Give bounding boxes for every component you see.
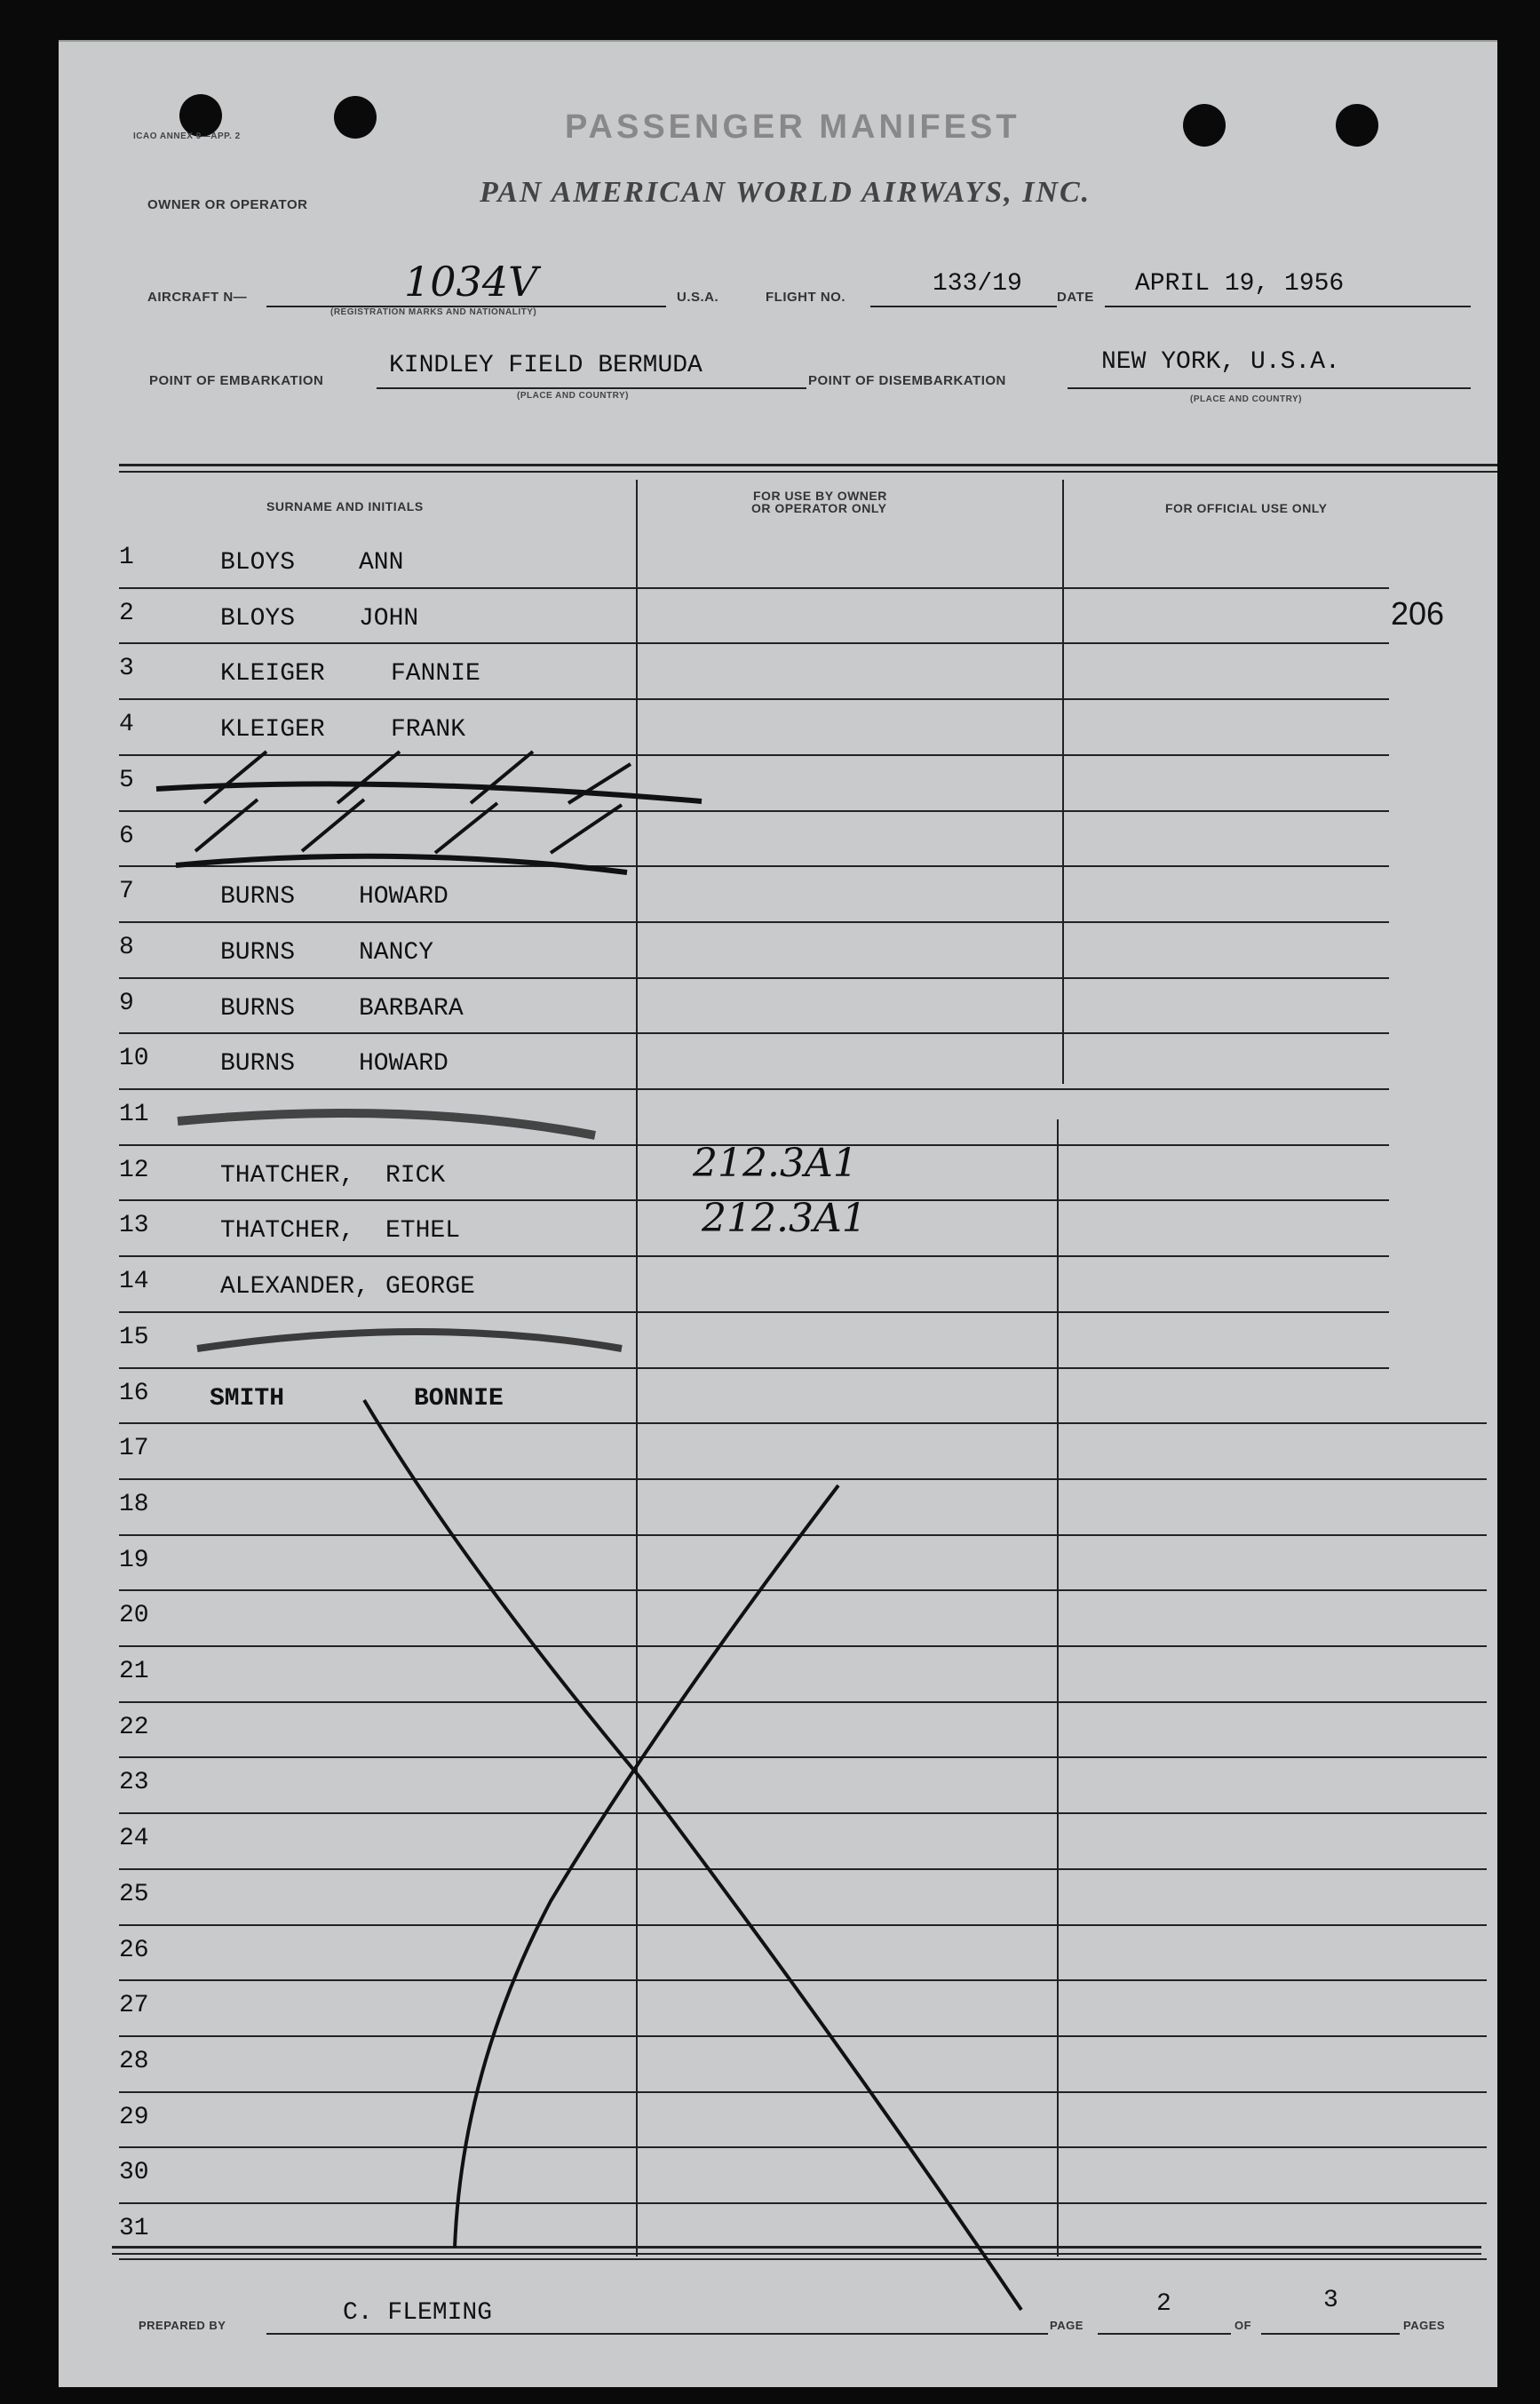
of-label: OF (1234, 2319, 1252, 2332)
row-number: 16 (119, 1380, 149, 1407)
usa-label: U.S.A. (677, 290, 719, 305)
row-number: 1 (119, 544, 134, 571)
table-row (0, 1257, 1540, 1313)
table-row (0, 1814, 1540, 1870)
row-number: 31 (119, 2215, 149, 2242)
table-row (0, 1870, 1540, 1926)
table-row (0, 756, 1540, 812)
punch-hole (1183, 104, 1226, 147)
row-number: 6 (119, 823, 134, 850)
table-row (0, 2148, 1540, 2204)
row-number: 21 (119, 1658, 149, 1685)
page-title: PASSENGER MANIFEST (565, 108, 1020, 146)
table-row (0, 1141, 1540, 1202)
passenger-given-name: RICK (385, 1162, 446, 1190)
passenger-surname: ALEXANDER, (220, 1273, 370, 1301)
table-row (0, 533, 1540, 589)
flight-number: 133/19 (933, 270, 1022, 298)
passenger-given-name: NANCY (359, 939, 434, 967)
row-number: 15 (119, 1324, 149, 1351)
embark-label: POINT OF EMBARKATION (149, 373, 324, 388)
date-value: APRIL 19, 1956 (1135, 270, 1345, 298)
punch-hole (1336, 104, 1378, 147)
table-row (0, 1196, 1540, 1257)
passenger-surname: BURNS (220, 883, 296, 911)
table-row (0, 1424, 1540, 1480)
table-row (0, 644, 1540, 700)
page-label: PAGE (1050, 2319, 1084, 2332)
table-row (0, 1090, 1540, 1146)
row-number: 2 (119, 600, 134, 627)
table-row (0, 2093, 1540, 2149)
punch-hole (179, 94, 222, 137)
airline-name: PAN AMERICAN WORLD AIRWAYS, INC. (480, 176, 1091, 209)
row-number: 17 (119, 1435, 149, 1462)
table-row (0, 1758, 1540, 1814)
col-header-operator-1: FOR USE BY OWNER (753, 489, 887, 503)
aircraft-number: 1034V (404, 258, 538, 306)
flight-label: FLIGHT NO. (766, 290, 845, 305)
table-row (0, 1591, 1540, 1647)
table-row (0, 1536, 1540, 1592)
date-label: DATE (1057, 290, 1094, 305)
prepared-by-value: C. FLEMING (343, 2299, 493, 2327)
table-row (0, 812, 1540, 868)
table-row (0, 923, 1540, 979)
table-row (0, 1034, 1540, 1090)
passenger-surname: THATCHER, (220, 1162, 355, 1190)
passenger-surname: BURNS (220, 1050, 296, 1078)
row-number: 14 (119, 1268, 149, 1295)
row-number: 4 (119, 711, 134, 738)
row-number: 20 (119, 1602, 149, 1629)
table-row (0, 1480, 1540, 1536)
passenger-surname: BLOYS (220, 605, 296, 633)
row-number: 29 (119, 2104, 149, 2131)
embark-caption: (PLACE AND COUNTRY) (517, 391, 629, 401)
row-number: 18 (119, 1491, 149, 1518)
pages-label: PAGES (1403, 2319, 1446, 2332)
passenger-given-name: BARBARA (359, 995, 464, 1023)
embark-value: KINDLEY FIELD BERMUDA (389, 352, 703, 379)
row-number: 24 (119, 1825, 149, 1852)
corner-note: ICAO ANNEX 9—APP. 2 (133, 131, 241, 141)
row-number: 11 (119, 1101, 149, 1128)
row-number: 5 (119, 767, 134, 794)
passenger-surname: KLEIGER (220, 660, 325, 688)
col-header-operator-2: OR OPERATOR ONLY (751, 501, 887, 515)
table-row (0, 1647, 1540, 1703)
row-number: 8 (119, 934, 134, 961)
row-number: 22 (119, 1714, 149, 1741)
registration-caption: (REGISTRATION MARKS AND NATIONALITY) (330, 307, 537, 317)
passenger-surname: KLEIGER (220, 716, 325, 744)
passenger-given-name: ETHEL (385, 1217, 461, 1245)
official-note: 206 (1391, 595, 1445, 632)
col-header-official: FOR OFFICIAL USE ONLY (1165, 501, 1328, 515)
row-number: 10 (119, 1045, 149, 1072)
row-number: 25 (119, 1881, 149, 1908)
passenger-surname: SMITH (210, 1385, 285, 1413)
table-row (0, 1369, 1540, 1425)
table-row (0, 867, 1540, 923)
row-number: 19 (119, 1547, 149, 1574)
total-pages: 3 (1323, 2287, 1338, 2314)
passenger-given-name: HOWARD (359, 1050, 449, 1078)
passenger-surname: THATCHER, (220, 1217, 355, 1245)
passenger-surname: BURNS (220, 995, 296, 1023)
row-number: 7 (119, 878, 134, 905)
passenger-surname: BLOYS (220, 549, 296, 577)
row-number: 26 (119, 1937, 149, 1964)
row-number: 30 (119, 2159, 149, 2186)
row-number: 9 (119, 990, 134, 1017)
disembark-caption: (PLACE AND COUNTRY) (1190, 394, 1302, 404)
table-row (0, 979, 1540, 1035)
table-row (0, 1703, 1540, 1759)
prepared-by-label: PREPARED BY (139, 2319, 226, 2332)
passenger-given-name: ANN (359, 549, 404, 577)
row-number: 13 (119, 1212, 149, 1239)
col-header-surname: SURNAME AND INITIALS (266, 499, 424, 513)
table-row (0, 1981, 1540, 2037)
operator-code: 212.3A1 (693, 1141, 858, 1186)
passenger-given-name: BONNIE (414, 1385, 504, 1413)
passenger-given-name: GEORGE (385, 1273, 475, 1301)
row-number: 28 (119, 2048, 149, 2075)
row-number: 12 (119, 1157, 149, 1184)
row-number: 3 (119, 655, 134, 682)
passenger-given-name: JOHN (359, 605, 419, 633)
operator-code: 212.3A1 (702, 1196, 867, 1241)
disembark-label: POINT OF DISEMBARKATION (808, 373, 1006, 388)
passenger-given-name: FANNIE (391, 660, 480, 688)
table-row (0, 2204, 1540, 2260)
table-row (0, 1926, 1540, 1982)
passenger-given-name: FRANK (391, 716, 466, 744)
punch-hole (334, 96, 377, 139)
row-number: 23 (119, 1769, 149, 1796)
passenger-given-name: HOWARD (359, 883, 449, 911)
table-row (0, 589, 1540, 645)
row-number: 27 (119, 1992, 149, 2019)
disembark-value: NEW YORK, U.S.A. (1101, 348, 1340, 376)
table-row (0, 700, 1540, 756)
owner-label: OWNER OR OPERATOR (147, 197, 308, 212)
table-row (0, 1313, 1540, 1369)
page-number: 2 (1156, 2290, 1171, 2318)
aircraft-label: AIRCRAFT N— (147, 290, 248, 305)
passenger-surname: BURNS (220, 939, 296, 967)
table-row (0, 2037, 1540, 2093)
